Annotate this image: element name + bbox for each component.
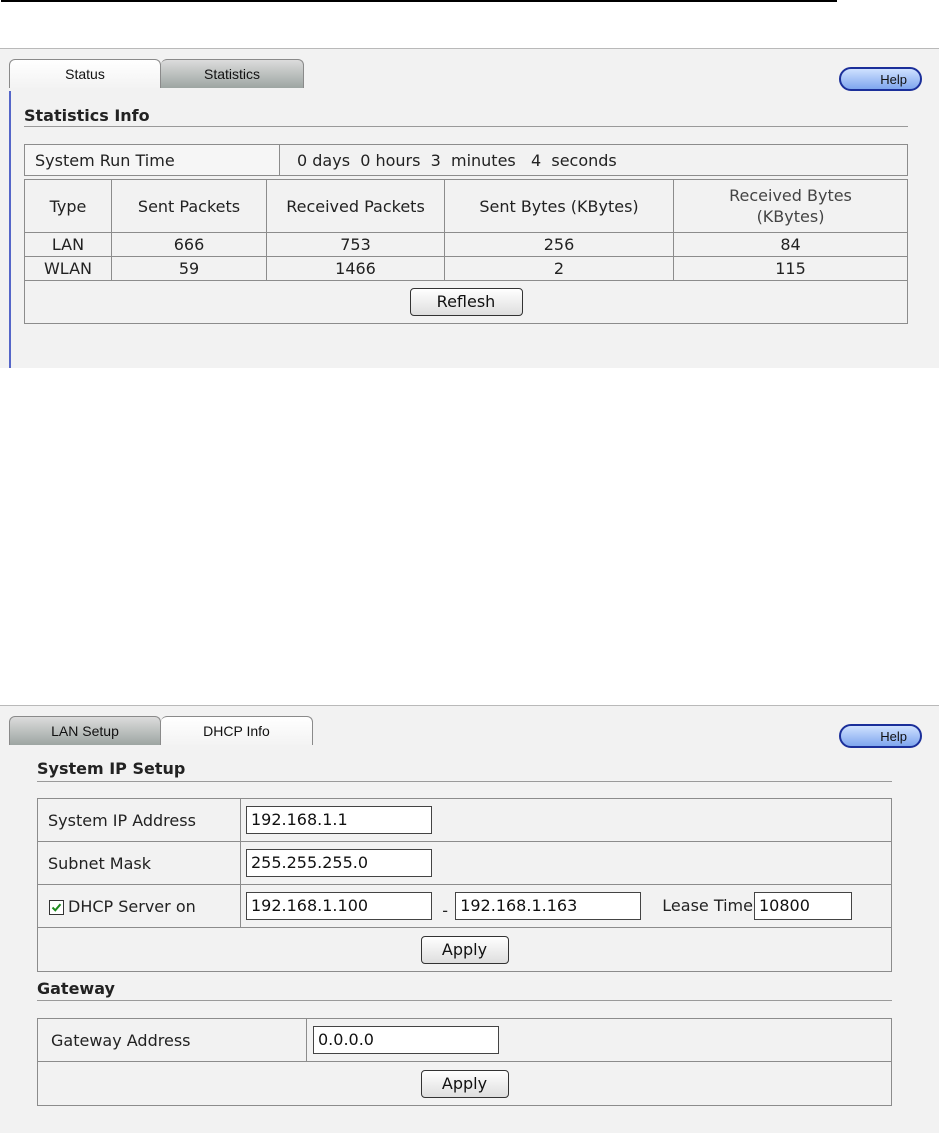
statistics-panel <box>0 48 939 368</box>
column-header-received-packets: Received Packets <box>267 180 445 233</box>
lease-time-input[interactable]: 10800 <box>754 892 852 920</box>
apply-button[interactable]: Apply <box>421 936 509 964</box>
gateway-table <box>37 1018 892 1106</box>
cell-type: WLAN <box>25 257 112 281</box>
cell-sent-packets: 59 <box>112 257 267 281</box>
statistics-table <box>24 179 908 324</box>
column-header-sent-bytes: Sent Bytes (KBytes) <box>445 180 674 233</box>
dhcp-range-cell <box>241 885 892 928</box>
dhcp-end-input[interactable]: 192.168.1.163 <box>455 892 641 920</box>
ip-address-input[interactable]: 192.168.1.1 <box>246 806 432 834</box>
tab-dhcp-info[interactable]: DHCP Info <box>161 716 313 745</box>
ip-address-label: System IP Address <box>38 799 241 842</box>
table-row <box>25 233 908 257</box>
cell-sent-bytes: 256 <box>445 233 674 257</box>
dhcp-server-label: DHCP Server on <box>68 896 196 916</box>
apply-cell <box>38 928 892 972</box>
lan-setup-panel <box>0 705 939 1133</box>
gateway-address-input[interactable]: 0.0.0.0 <box>313 1026 499 1054</box>
cell-type: LAN <box>25 233 112 257</box>
lease-time-label: Lease Time <box>662 896 753 916</box>
range-separator: - <box>442 901 448 921</box>
column-header-type: Type <box>25 180 112 233</box>
cell-sent-packets: 666 <box>112 233 267 257</box>
refresh-row <box>25 281 908 324</box>
subnet-mask-cell <box>241 842 892 885</box>
section-title-rule <box>37 781 892 782</box>
table-header-row <box>25 180 908 233</box>
section-title-statistics-info: Statistics Info <box>24 106 150 125</box>
subnet-mask-label: Subnet Mask <box>38 842 241 885</box>
tab-lan-setup[interactable]: LAN Setup <box>9 716 161 745</box>
section-title-gateway: Gateway <box>37 979 115 998</box>
checkmark-icon <box>51 902 62 913</box>
refresh-button[interactable]: Reflesh <box>410 288 523 316</box>
help-button[interactable]: Help <box>839 724 922 748</box>
cell-received-packets: 753 <box>267 233 445 257</box>
cell-sent-bytes: 2 <box>445 257 674 281</box>
section-title-rule <box>24 126 908 127</box>
gateway-apply-cell <box>38 1062 892 1106</box>
gateway-address-label: Gateway Address <box>38 1019 307 1062</box>
refresh-cell <box>25 281 908 324</box>
column-header-received-bytes-text: Received Bytes (KBytes) <box>729 186 852 226</box>
run-time-table <box>24 144 908 176</box>
run-time-label: System Run Time <box>25 145 280 176</box>
cell-received-bytes: 84 <box>674 233 908 257</box>
help-button[interactable]: Help <box>839 67 922 91</box>
column-header-received-bytes <box>674 180 908 233</box>
section-title-system-ip-setup: System IP Setup <box>37 759 186 778</box>
gateway-apply-button[interactable]: Apply <box>421 1070 509 1098</box>
cell-received-packets: 1466 <box>267 257 445 281</box>
gateway-address-cell <box>307 1019 892 1062</box>
column-header-sent-packets: Sent Packets <box>112 180 267 233</box>
section-title-rule <box>37 1000 892 1001</box>
subnet-mask-input[interactable]: 255.255.255.0 <box>246 849 432 877</box>
tab-status[interactable]: Status <box>9 59 161 88</box>
cell-received-bytes: 115 <box>674 257 908 281</box>
panel-left-rule <box>9 91 11 368</box>
dhcp-server-checkbox[interactable] <box>49 900 64 915</box>
run-time-value: 0 days 0 hours 3 minutes 4 seconds <box>280 145 908 176</box>
dhcp-start-input[interactable]: 192.168.1.100 <box>246 892 432 920</box>
top-rule <box>1 0 837 2</box>
tab-statistics[interactable]: Statistics <box>161 59 304 88</box>
dhcp-server-cell <box>38 885 241 928</box>
table-row <box>25 257 908 281</box>
ip-address-cell <box>241 799 892 842</box>
ip-setup-table <box>37 798 892 972</box>
